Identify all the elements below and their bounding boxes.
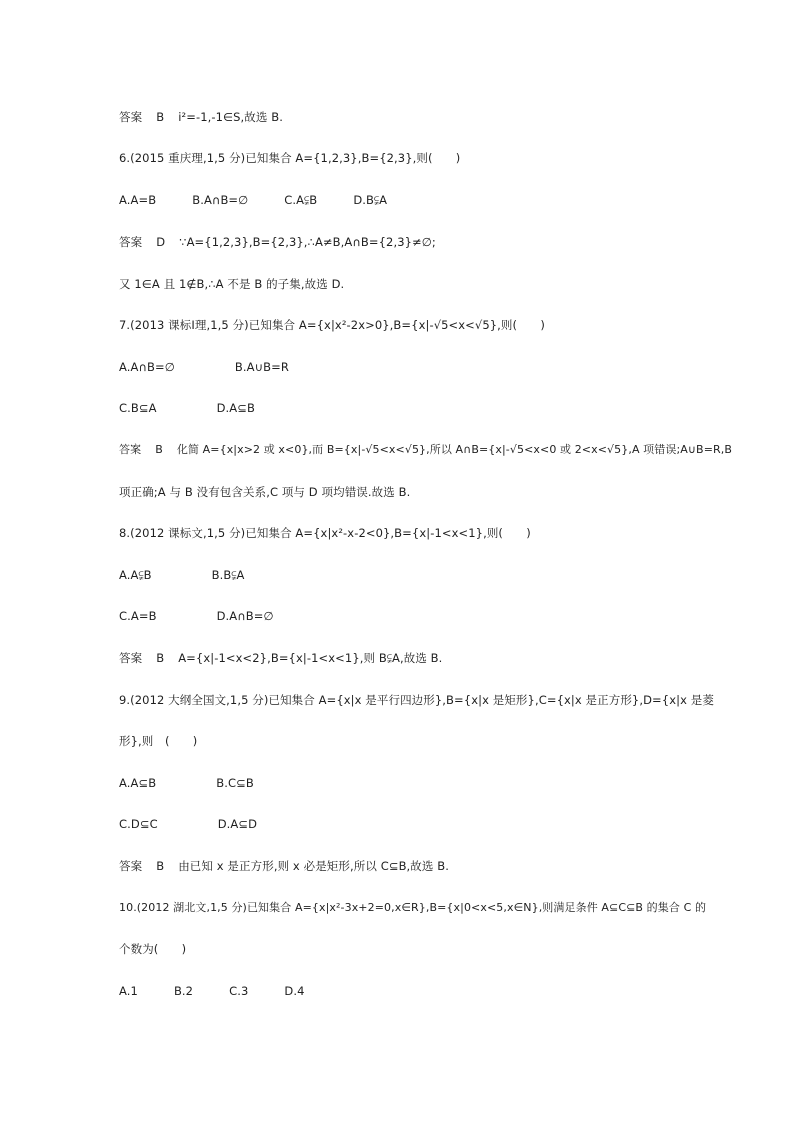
answer-line-7b: 项正确;A 与 B 没有包含关系,C 项与 D 项均错误.故选 B. [119, 485, 411, 499]
answer-line-8 [119, 650, 442, 666]
answer-text: 由已知 x 是正方形,则 x 必是矩形,所以 C⊆B,故选 B. [178, 859, 450, 873]
option-d: D.4 [284, 984, 305, 998]
option-b: B.2 [173, 984, 194, 998]
answer-label: 答案 [119, 859, 143, 873]
question-8-stem: 8.(2012 课标文,1,5 分)已知集合 A={x|x²-x-2<0},B={x|-1<x<1},则( ) [119, 526, 531, 540]
option-c: C.A=B [119, 609, 157, 623]
option-c: C.D⊆C [119, 817, 158, 831]
answer-key: B [156, 110, 165, 124]
answer-key: B [156, 859, 165, 873]
answer-key: D [156, 235, 166, 249]
option-b: B.B⫋A [211, 568, 245, 582]
option-c: C.B⊆A [119, 401, 157, 415]
question-7-stem: 7.(2013 课标Ⅰ理,1,5 分)已知集合 A={x|x²-2x>0},B={x|-√5<x<√5},则( ) [119, 318, 545, 332]
option-b: B.A∪B=R [234, 360, 289, 374]
question-9-stem: 9.(2012 大纲全国文,1,5 分)已知集合 A={x|x 是平行四边形},B={x|x 是矩形},C={x|x 是正方形},D={x|x 是菱 [119, 693, 714, 707]
question-10-stem-cont: 个数为( ) [119, 942, 187, 956]
answer-label: 答案 [119, 443, 142, 456]
question-8-options-row1 [119, 567, 245, 583]
option-c: C.A⫋B [284, 193, 318, 207]
option-a: A.1 [119, 984, 138, 998]
question-9-options-row1 [119, 775, 254, 791]
question-10-options [119, 983, 305, 999]
answer-line-6b: 又 1∈A 且 1∉B,∴A 不是 B 的子集,故选 D. [119, 277, 345, 291]
option-d: D.A⊆B [216, 401, 255, 415]
answer-text: A={x|-1<x<2},B={x|-1<x<1},则 B⫋A,故选 B. [178, 651, 443, 665]
question-6-stem: 6.(2015 重庆理,1,5 分)已知集合 A={1,2,3},B={2,3},则( ) [119, 151, 461, 165]
option-a: A.A⊆B [119, 776, 157, 790]
question-7-options-row1 [119, 359, 289, 375]
question-8-options-row2 [119, 608, 274, 624]
option-d: D.A∩B=∅ [216, 609, 274, 623]
answer-text: 化简 A={x|x>2 或 x<0},而 B={x|-√5<x<√5},所以 A∩B={x|-√5<x<0 或 2<x<√5},A 项错误;A∪B=R,B [176, 443, 733, 456]
question-9-stem-cont: 形},则 ( ) [119, 734, 198, 748]
option-b: B.C⊆B [216, 776, 254, 790]
answer-line-9 [119, 858, 449, 874]
question-7-options-row2 [119, 400, 255, 416]
answer-key: B [156, 651, 165, 665]
question-6-options [119, 192, 387, 208]
question-10-stem: 10.(2012 湖北文,1,5 分)已知集合 A={x|x²-3x+2=0,x∈R},B={x|0<x<5,x∈N},则满足条件 A⊆C⊆B 的集合 C 的 [119, 901, 707, 914]
option-a: A.A=B [119, 193, 157, 207]
answer-label: 答案 [119, 110, 143, 124]
option-b: B.A∩B=∅ [192, 193, 249, 207]
answer-text: ∵A={1,2,3},B={2,3},∴A≠B,A∩B={2,3}≠∅; [179, 235, 436, 249]
answer-line-1 [119, 109, 283, 125]
answer-text: i²=-1,-1∈S,故选 B. [178, 110, 284, 124]
option-d: D.B⫋A [353, 193, 388, 207]
question-9-options-row2 [119, 816, 257, 832]
answer-line-7 [119, 442, 732, 458]
option-a: A.A∩B=∅ [119, 360, 175, 374]
answer-label: 答案 [119, 651, 143, 665]
answer-key: B [155, 443, 163, 456]
answer-line-6 [119, 234, 436, 250]
option-d: D.A⊆D [217, 817, 258, 831]
option-c: C.3 [229, 984, 249, 998]
answer-label: 答案 [119, 235, 143, 249]
option-a: A.A⫋B [119, 568, 152, 582]
